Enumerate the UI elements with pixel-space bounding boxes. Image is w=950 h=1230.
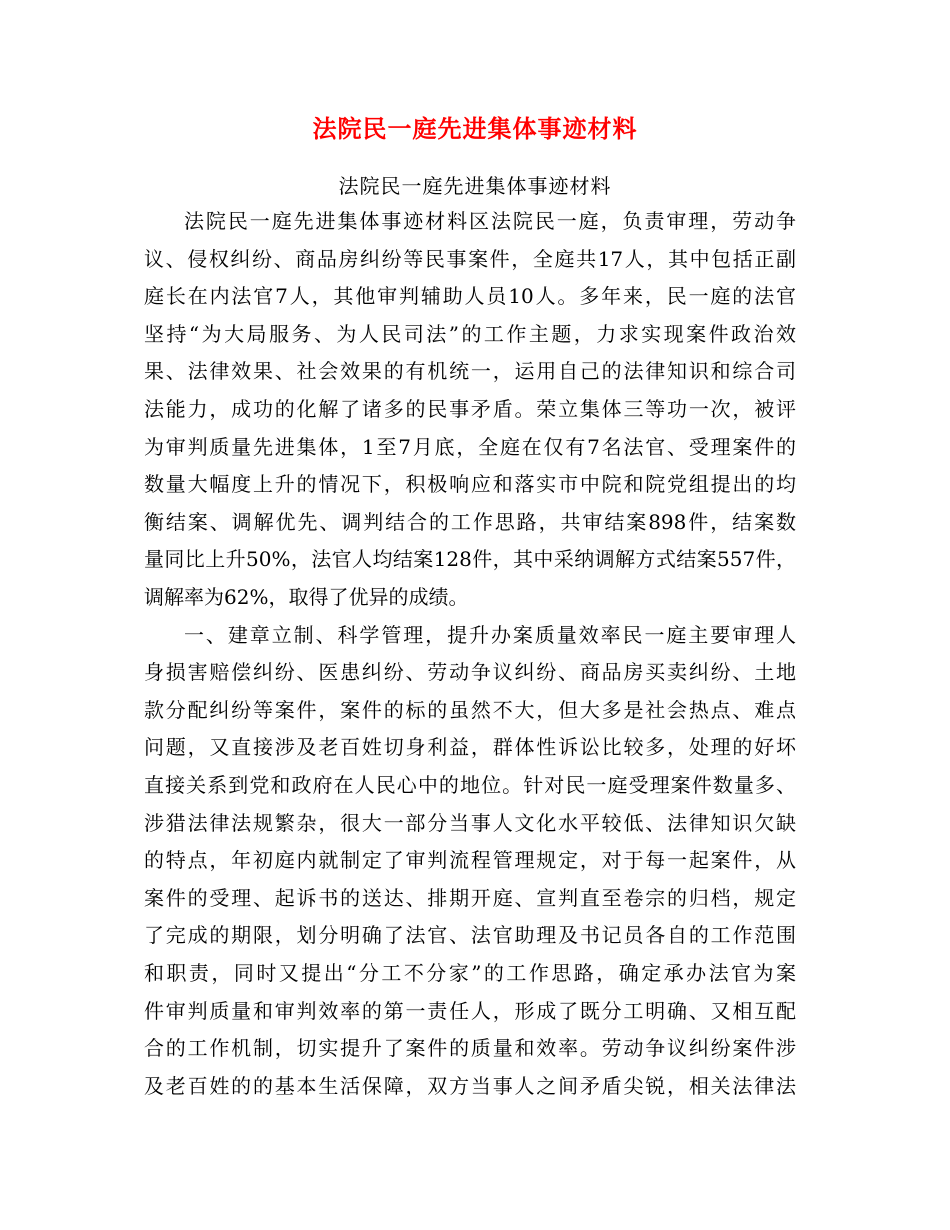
- paragraph-line: 数量大幅度上升的情况下，积极响应和落实市中院和院党组提出的均: [144, 472, 796, 497]
- paragraph-line: 一、建章立制、科学管理，提升办案质量效率民一庭主要审理人: [184, 622, 796, 647]
- paragraph-line: 问题，又直接涉及老百姓切身利益，群体性诉讼比较多，处理的好坏: [144, 735, 796, 760]
- paragraph-line: 为审判质量先进集体，1至7月底，全庭在仅有7名法官、受理案件的: [144, 434, 796, 459]
- paragraph-line: 身损害赔偿纠纷、医患纠纷、劳动争议纠纷、商品房买卖纠纷、土地: [144, 660, 796, 685]
- paragraph-line: 和职责，同时又提出“分工不分家”的工作思路，确定承办法官为案: [144, 961, 796, 985]
- paragraph-line: 量同比上升50%，法官人均结案128件，其中采纳调解方式结案557件，: [144, 547, 796, 572]
- paragraph-line: 法能力，成功的化解了诸多的民事矛盾。荣立集体三等功一次，被评: [144, 397, 796, 421]
- paragraph-line: 案件的受理、起诉书的送达、排期开庭、宣判直至卷宗的归档，规定: [144, 885, 796, 910]
- paragraph-line: 了完成的期限，划分明确了法官、法官助理及书记员各自的工作范围: [144, 923, 796, 948]
- paragraph-line: 直接关系到党和政府在人民心中的地位。针对民一庭受理案件数量多、: [144, 773, 796, 797]
- paragraph-line: 议、侵权纠纷、商品房纠纷等民事案件，全庭共17人，其中包括正副: [144, 246, 796, 271]
- paragraph-line: 件审判质量和审判效率的第一责任人，形成了既分工明确、又相互配: [144, 998, 796, 1023]
- paragraph-line: 的特点，年初庭内就制定了审判流程管理规定，对于每一起案件，从: [144, 848, 796, 873]
- paragraph-line: 及老百姓的的基本生活保障，双方当事人之间矛盾尖锐，相关法律法: [144, 1073, 796, 1098]
- paragraph-line: 庭长在内法官7人，其他审判辅助人员10人。多年来，民一庭的法官: [144, 284, 796, 309]
- paragraph-line: 衡结案、调解优先、调判结合的工作思路，共审结案898件，结案数: [144, 509, 796, 534]
- document-title: 法院民一庭先进集体事迹材料: [312, 114, 638, 143]
- paragraph-line: 涉猎法律法规繁杂，很大一部分当事人文化水平较低、法律知识欠缺: [144, 810, 796, 835]
- paragraph-line: 坚持“为大局服务、为人民司法”的工作主题，力求实现案件政治效: [144, 321, 796, 346]
- paragraph-line: 果、法律效果、社会效果的有机统一，运用自己的法律知识和综合司: [144, 359, 796, 384]
- paragraph-line: 款分配纠纷等案件，案件的标的虽然不大，但大多是社会热点、难点: [144, 697, 796, 722]
- paragraph-line: 调解率为62%，取得了优异的成绩。: [144, 585, 469, 609]
- paragraph-line: 法院民一庭先进集体事迹材料区法院民一庭，负责审理，劳动争: [184, 209, 796, 233]
- document-subtitle: 法院民一庭先进集体事迹材料: [338, 174, 612, 198]
- paragraph-line: 合的工作机制，切实提升了案件的质量和效率。劳动争议纠纷案件涉: [144, 1036, 796, 1061]
